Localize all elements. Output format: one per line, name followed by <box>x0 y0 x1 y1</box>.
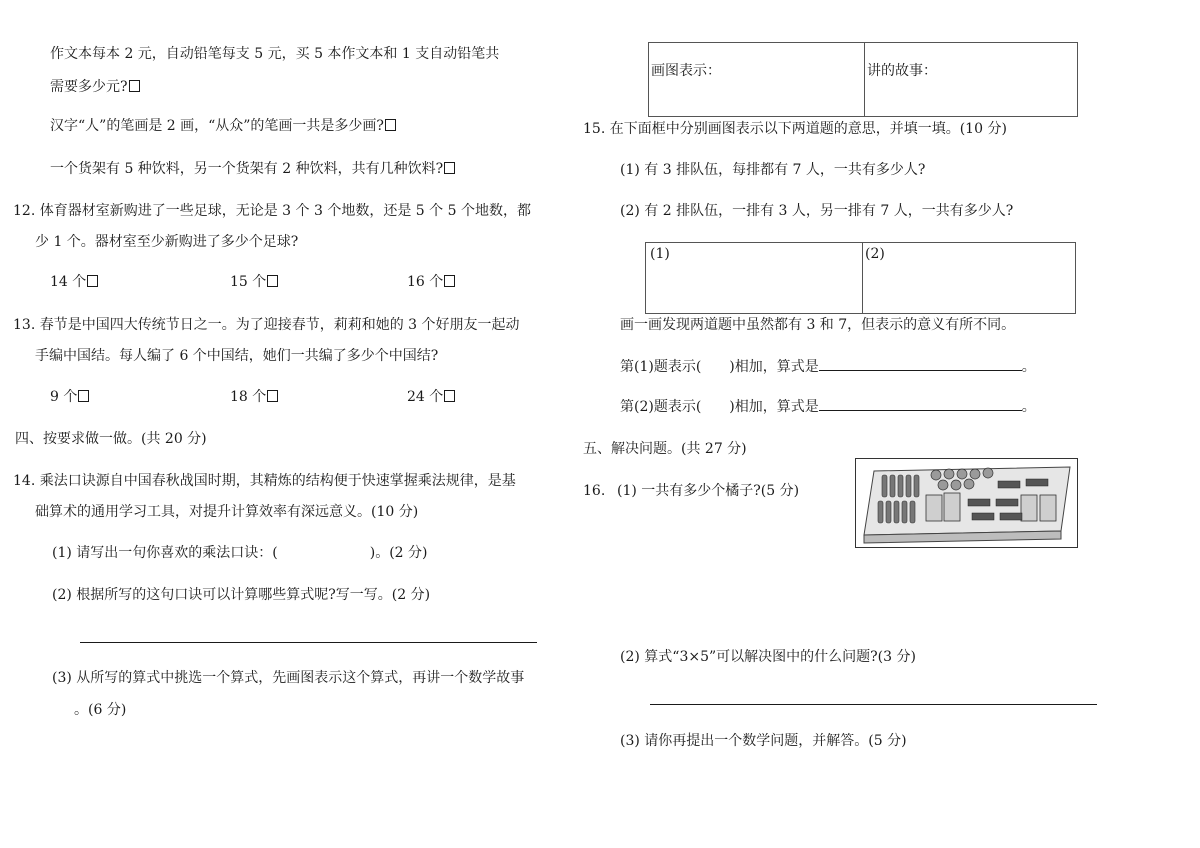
answer-checkbox[interactable] <box>129 80 140 92</box>
q12-line2: 少 1 个。器材室至少新购进了多少个足球? <box>35 234 299 250</box>
q11-item1-line1: 作文本每本 2 元，自动铅笔每支 5 元，买 5 本作文本和 1 支自动铅笔共 <box>50 46 500 62</box>
box-divider <box>864 43 865 116</box>
equation-blank[interactable] <box>819 370 1022 371</box>
q15-fill-2: 第(2)题表示( )相加，算式是 。 <box>620 399 1036 415</box>
q13-line1: 13. 春节是中国四大传统节日之一。为了迎接春节，莉莉和她的 3 个好朋友一起动 <box>13 317 520 333</box>
q14-part3-line1: (3) 从所写的算式中挑选一个算式，先画图表示这个算式，再讲一个数学故事 <box>52 670 525 686</box>
q15-note: 画一画发现两道题中虽然都有 3 和 7，但表示的意义有所不同。 <box>620 317 1016 333</box>
q16-part3: (3) 请你再提出一个数学问题，并解答。(5 分) <box>620 733 907 749</box>
section-4-heading: 四、按要求做一做。(共 20 分) <box>15 431 207 447</box>
answer-checkbox[interactable] <box>444 390 455 402</box>
answer-checkbox[interactable] <box>267 390 278 402</box>
answer-checkbox[interactable] <box>87 275 98 287</box>
q12-option-a: 14 个 <box>50 273 98 291</box>
q15-part2: (2) 有 2 排队伍，一排有 3 人，另一排有 7 人，一共有多少人? <box>620 203 1014 219</box>
q14-part1: (1) 请写出一句你喜欢的乘法口诀：( )。(2 分) <box>52 545 428 561</box>
q16-part1: (1) 一共有多少个橘子?(5 分) <box>617 483 800 499</box>
q13-option-c: 24 个 <box>407 388 455 406</box>
draw-label: 画图表示： <box>651 63 721 79</box>
q15-part1: (1) 有 3 排队伍，每排都有 7 人，一共有多少人? <box>620 162 926 178</box>
box-label-2: (2) <box>865 246 885 262</box>
q15-fill-1: 第(1)题表示( )相加，算式是 。 <box>620 359 1036 375</box>
fruit-stall-illustration <box>856 459 1077 547</box>
answer-checkbox[interactable] <box>267 275 278 287</box>
q12-line1: 12. 体育器材室新购进了一些足球，无论是 3 个 3 个地数，还是 5 个 5 个地数，都 <box>13 203 531 219</box>
q12-option-c: 16 个 <box>407 273 455 291</box>
q14-part2: (2) 根据所写的这句口诀可以计算哪些算式呢?写一写。(2 分) <box>52 587 431 603</box>
draw-story-box[interactable] <box>648 42 1078 117</box>
box-label-1: (1) <box>650 246 670 262</box>
q16-part2: (2) 算式“3×5”可以解决图中的什么问题?(3 分) <box>620 649 916 665</box>
story-label: 讲的故事： <box>867 63 937 79</box>
q11-item3: 一个货架有 5 种饮料，另一个货架有 2 种饮料，共有几种饮料? <box>50 160 455 178</box>
q16-number: 16. <box>583 483 606 499</box>
q11-item2: 汉字“人”的笔画是 2 画，“从众”的笔画一共是多少画? <box>50 117 396 135</box>
answer-checkbox[interactable] <box>78 390 89 402</box>
section-5-heading: 五、解决问题。(共 27 分) <box>583 441 747 457</box>
equation-blank[interactable] <box>819 410 1022 411</box>
q14-part3-line2: 。(6 分) <box>74 702 127 718</box>
q13-line2: 手编中国结。每人编了 6 个中国结，她们一共编了多少个中国结? <box>35 348 439 364</box>
box-divider <box>862 243 863 313</box>
q12-option-b: 15 个 <box>230 273 278 291</box>
market-stall-picture <box>855 458 1078 548</box>
q13-option-b: 18 个 <box>230 388 278 406</box>
q13-option-a: 9 个 <box>50 388 89 406</box>
q11-item1-line2: 需要多少元? <box>50 78 140 96</box>
answer-line[interactable] <box>650 704 1097 705</box>
answer-checkbox[interactable] <box>444 275 455 287</box>
answer-checkbox[interactable] <box>385 119 396 131</box>
q15-drawing-box[interactable] <box>645 242 1076 314</box>
q14-line2: 础算术的通用学习工具，对提升计算效率有深远意义。(10 分) <box>35 504 419 520</box>
answer-line[interactable] <box>80 642 537 643</box>
q15-title: 15. 在下面框中分别画图表示以下两道题的意思，并填一填。(10 分) <box>583 121 1007 137</box>
answer-checkbox[interactable] <box>444 162 455 174</box>
q14-line1: 14. 乘法口诀源自中国春秋战国时期，其精炼的结构便于快速掌握乘法规律，是基 <box>13 473 516 489</box>
